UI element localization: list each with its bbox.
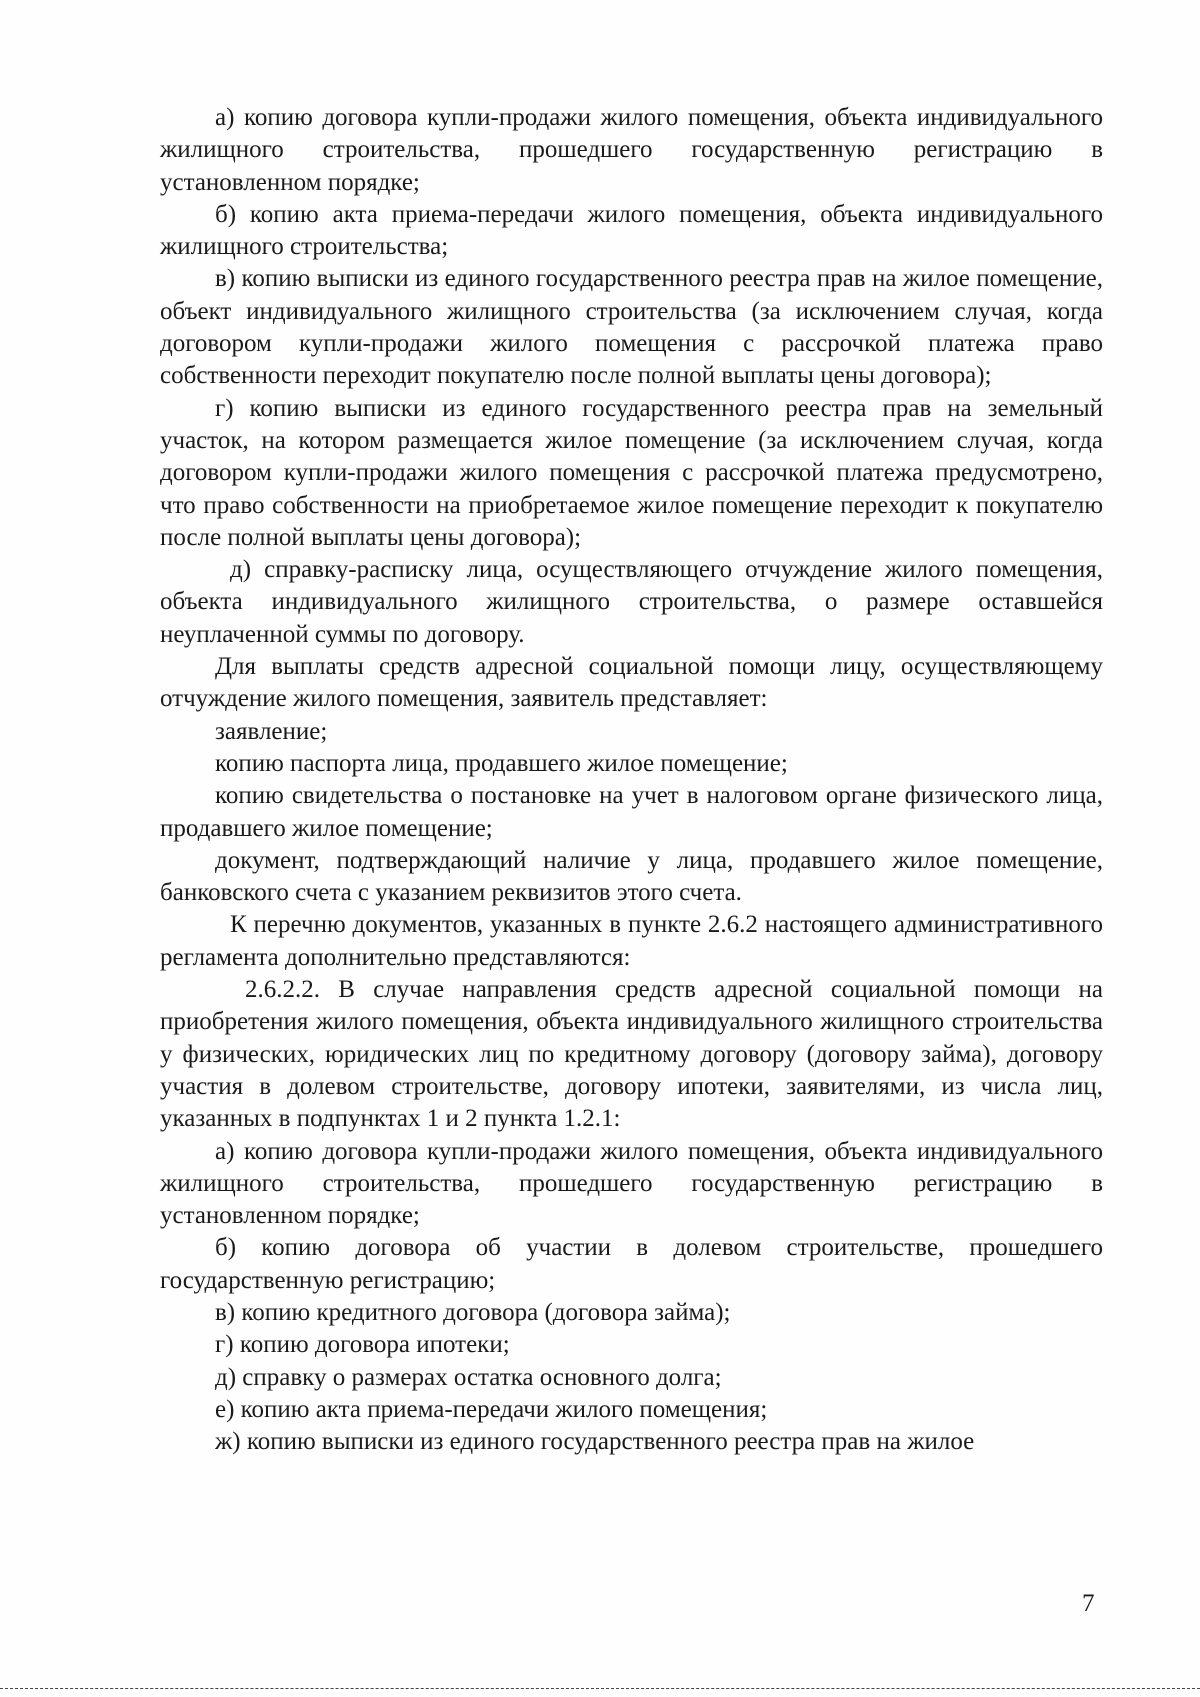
paragraph: е) копию акта приема-передачи жилого помещения; <box>215 1395 768 1423</box>
paragraph: ж) копию выписки из единого государственного реестра прав на жилое <box>215 1428 975 1456</box>
scan-edge-line <box>0 1688 1200 1689</box>
paragraph: б) копию акта приема-передачи жилого помещения, объекта индивидуального жилищного строительства; <box>160 200 1103 261</box>
paragraph: К перечню документов, указанных в пункте 2.6.2 настоящего административного регламента дополнительно представляются: <box>160 911 1103 971</box>
paragraph: а) копию договора купли-продажи жилого помещения, объекта индивидуального жилищного строительства, прошедшего государственную регистрацию в установленном порядке; <box>160 1137 1103 1230</box>
paragraph: 2.6.2.2. В случае направления средств адресной социальной помощи на приобретения жилого помещения, объекта индивидуального жилищного строительства у физических, юридических лиц по кредитному договору (договору займа), договору участия в долевом строительстве, договору ипотеки, заявителями, из числа лиц, указанных в подпунктах 1 и 2 пункта 1.2.1: <box>160 976 1103 1133</box>
paragraph: б) копию договора об участии в долевом строительстве, прошедшего государственную регистрацию; <box>160 1234 1103 1294</box>
paragraph: копию паспорта лица, продавшего жилое помещение; <box>215 749 788 777</box>
paragraph: д) справку о размерах остатка основного долга; <box>215 1363 722 1391</box>
body-text <box>160 102 1103 1458</box>
paragraph: Для выплаты средств адресной социальной помощи лицу, осуществляющему отчуждение жилого помещения, заявитель представляет: <box>160 653 1103 713</box>
paragraph: в) копию выписки из единого государственного реестра прав на жилое помещение, объект индивидуального жилищного строительства (за исключением случая, когда договором купли-продажи жилого помещения с рассрочкой платежа право собственности переходит покупателю после полной выплаты цены договора); <box>160 265 1103 390</box>
paragraph: д) справку-расписку лица, осуществляющего отчуждение жилого помещения, объекта индивидуального жилищного строительства, о размере оставшейся неуплаченной суммы по договору. <box>160 556 1103 648</box>
paragraph: копию свидетельства о постановке на учет в налоговом органе физического лица, продавшего жилое помещение; <box>160 782 1103 842</box>
paragraph: г) копию выписки из единого государственного реестра прав на земельный участок, на котором размещается жилое помещение (за исключением случая, когда договором купли-продажи жилого помещения с рассрочкой платежа предусмотрено, что право собственности на приобретаемое жилое помещение переходит к покупателю после полной выплаты цены договора); <box>160 394 1103 551</box>
paragraph: документ, подтверждающий наличие у лица, продавшего жилое помещение, банковского счета с указанием реквизитов этого счета. <box>160 846 1103 907</box>
paragraph: а) копию договора купли-продажи жилого помещения, объекта индивидуального жилищного строительства, прошедшего государственную регистрацию в установленном порядке; <box>160 104 1103 196</box>
paragraph: г) копию договора ипотеки; <box>215 1331 510 1359</box>
page-number: 7 <box>1082 1590 1095 1617</box>
paragraph: заявление; <box>215 717 328 745</box>
paragraph: в) копию кредитного договора (договора займа); <box>215 1298 731 1326</box>
